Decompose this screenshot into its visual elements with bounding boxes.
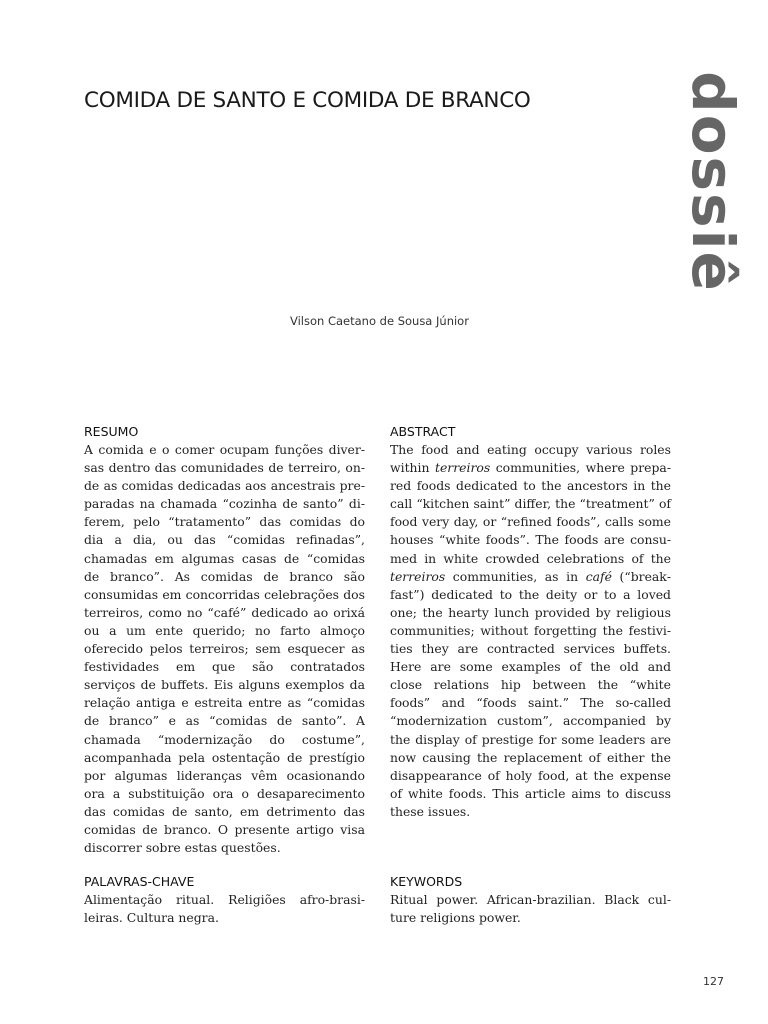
keywords-text: Ritual power. African-brazilian. Black culture religions power. bbox=[390, 892, 671, 926]
abstract-text-part: (“breakfast”) dedicated to the deity or to a loved one; the hearty lunch provided by religious communities; without forgetting the festivities they are contracted services buffets. Here are some examples of the old and close relations hip between the “white foods” and “foods saint.” The so-called “modernization custom”, accompanied by the display of prestige for some leaders are now causing the replacement of either the disappearance of holy food, at the expense of white foods. This article aims to discuss these issues. bbox=[390, 568, 671, 819]
keywords-body bbox=[390, 891, 671, 927]
resumo-heading: RESUMO bbox=[84, 424, 139, 439]
section-tag bbox=[668, 62, 758, 302]
abstract-text bbox=[390, 441, 671, 821]
abstract-text-part: The food and eating occupy various roles within bbox=[390, 442, 671, 476]
abstract-emphasis: terreiros bbox=[434, 460, 491, 476]
page-number: 127 bbox=[703, 975, 724, 988]
keywords-heading: KEYWORDS bbox=[390, 874, 463, 889]
abstract-body bbox=[390, 441, 671, 821]
palavras-chave-text: Alimentação ritual. Religiões afro-brasileiras. Cultura negra. bbox=[84, 892, 365, 926]
resumo-text: A comida e o comer ocupam funções diversas dentro das comunidades de terreiro, onde as comidas dedicadas aos ancestrais preparadas na chamada “cozinha de santo” diferem, pelo “tratamento” das comidas do dia a dia, ou das “comidas refinadas”, chamadas em algumas casas de “comidas de branco”. As comidas de branco são consumidas em concorridas celebrações dos terreiros, como no “café” dedicado ao orixá ou a um ente querido; no farto almoço oferecido pelos terreiros; sem esquecer as festividades em que são contratados serviços de buffets. Eis alguns exemplos da relação antiga e estreita entre as “comidas de branco” e as “comidas de santo”. A chamada “modernização do costume”, acompanhada pela ostentação de prestígio por algumas lideranças vêm ocasionando ora a substituição ora o desaparecimento das comidas de santo, em detrimento das comidas de branco. O presente artigo visa discorrer sobre estas questões. bbox=[84, 442, 365, 856]
abstract-emphasis: café bbox=[585, 568, 612, 584]
abstract-emphasis: terreiros bbox=[390, 568, 446, 584]
author-name: Vilson Caetano de Sousa Júnior bbox=[290, 314, 469, 328]
palavras-chave-body bbox=[84, 891, 365, 927]
abstract-text-part: communities, as in bbox=[445, 568, 586, 584]
abstract-heading: ABSTRACT bbox=[390, 424, 456, 439]
resumo-body bbox=[84, 441, 365, 857]
palavras-chave-heading: PALAVRAS-CHAVE bbox=[84, 874, 195, 889]
abstract-text-part: communities, where prepared foods dedicated to the ancestors in the call “kitchen saint” differ, the “treatment” of food very day, or “refined foods”, calls some houses “white foods”. The foods are consumed in white crowded celebrations of the bbox=[390, 460, 671, 566]
section-tag-label: dossiê bbox=[679, 71, 748, 293]
article-title: COMIDA DE SANTO E COMIDA DE BRANCO bbox=[84, 88, 531, 113]
